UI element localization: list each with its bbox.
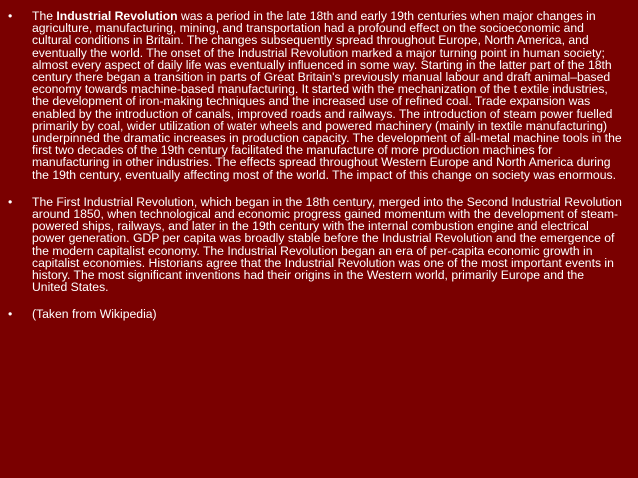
bold-term: Industrial Revolution [56, 9, 178, 23]
source-citation: (Taken from Wikipedia) [32, 307, 157, 322]
bullet-text-prefix: The [32, 9, 57, 23]
bullet-item-source [8, 308, 622, 320]
bullet-icon: • [8, 194, 13, 209]
bullet-text [32, 9, 622, 182]
bullet-text-body: was a period in the late 18th and early 19th centuries when major changes in agriculture, manufacturing, mining, and transportation had a profound effect on the socioeconomic and cultural conditions in Britain. The changes subsequently spread throughout Europe, North America, and eventually the world. The onset of the Industrial Revolution marked a major turning point in human society; almost every aspect of daily life was eventually influenced in some way. Starting in the latter part of the 18th century there began a transition in parts of Great Britain's previously manual labour and draft animal–based economy towards machine-based manufacturing. It started with the mechanization of the t extile industries, the development of iron-making techniques and the increased use of refined coal. Trade expansion was enabled by the introduction of canals, improved roads and railways. The introduction of steam power fuelled primarily by coal, wider utilization of water wheels and powered machinery (mainly in textile manufacturing) underpinned the dramatic increases in production capacity. The development of all-metal machine tools in the first two decades of the 19th century facilitated the manufacture of more production machines for manufacturing in other industries. The effects spread throughout Western Europe and North America during the 19th century, eventually affecting most of the world. The impact of this change on society was enormous. [32, 9, 622, 182]
bullet-item-second-revolution [8, 196, 622, 294]
bullet-icon: • [8, 307, 13, 322]
bullet-text: The First Industrial Revolution, which began in the 18th century, merged into the Second Industrial Revolution around 1850, when technological and economic progress gained momentum with the development of steam-powered ships, railways, and later in the 19th century with the internal combustion engine and electrical power generation. GDP per capita was broadly stable before the Industrial Revolution and the emergence of the modern capitalist economy. The Industrial Revolution began an era of per-capita economic growth in capitalist economies. Historians agree that the Industrial Revolution was one of the most important events in history. The most significant inventions had their origins in the Western world, primarily Europe and the United States. [32, 194, 622, 295]
bullet-list [8, 10, 622, 321]
bullet-item-industrial-revolution [8, 10, 622, 181]
bullet-icon: • [8, 9, 13, 23]
